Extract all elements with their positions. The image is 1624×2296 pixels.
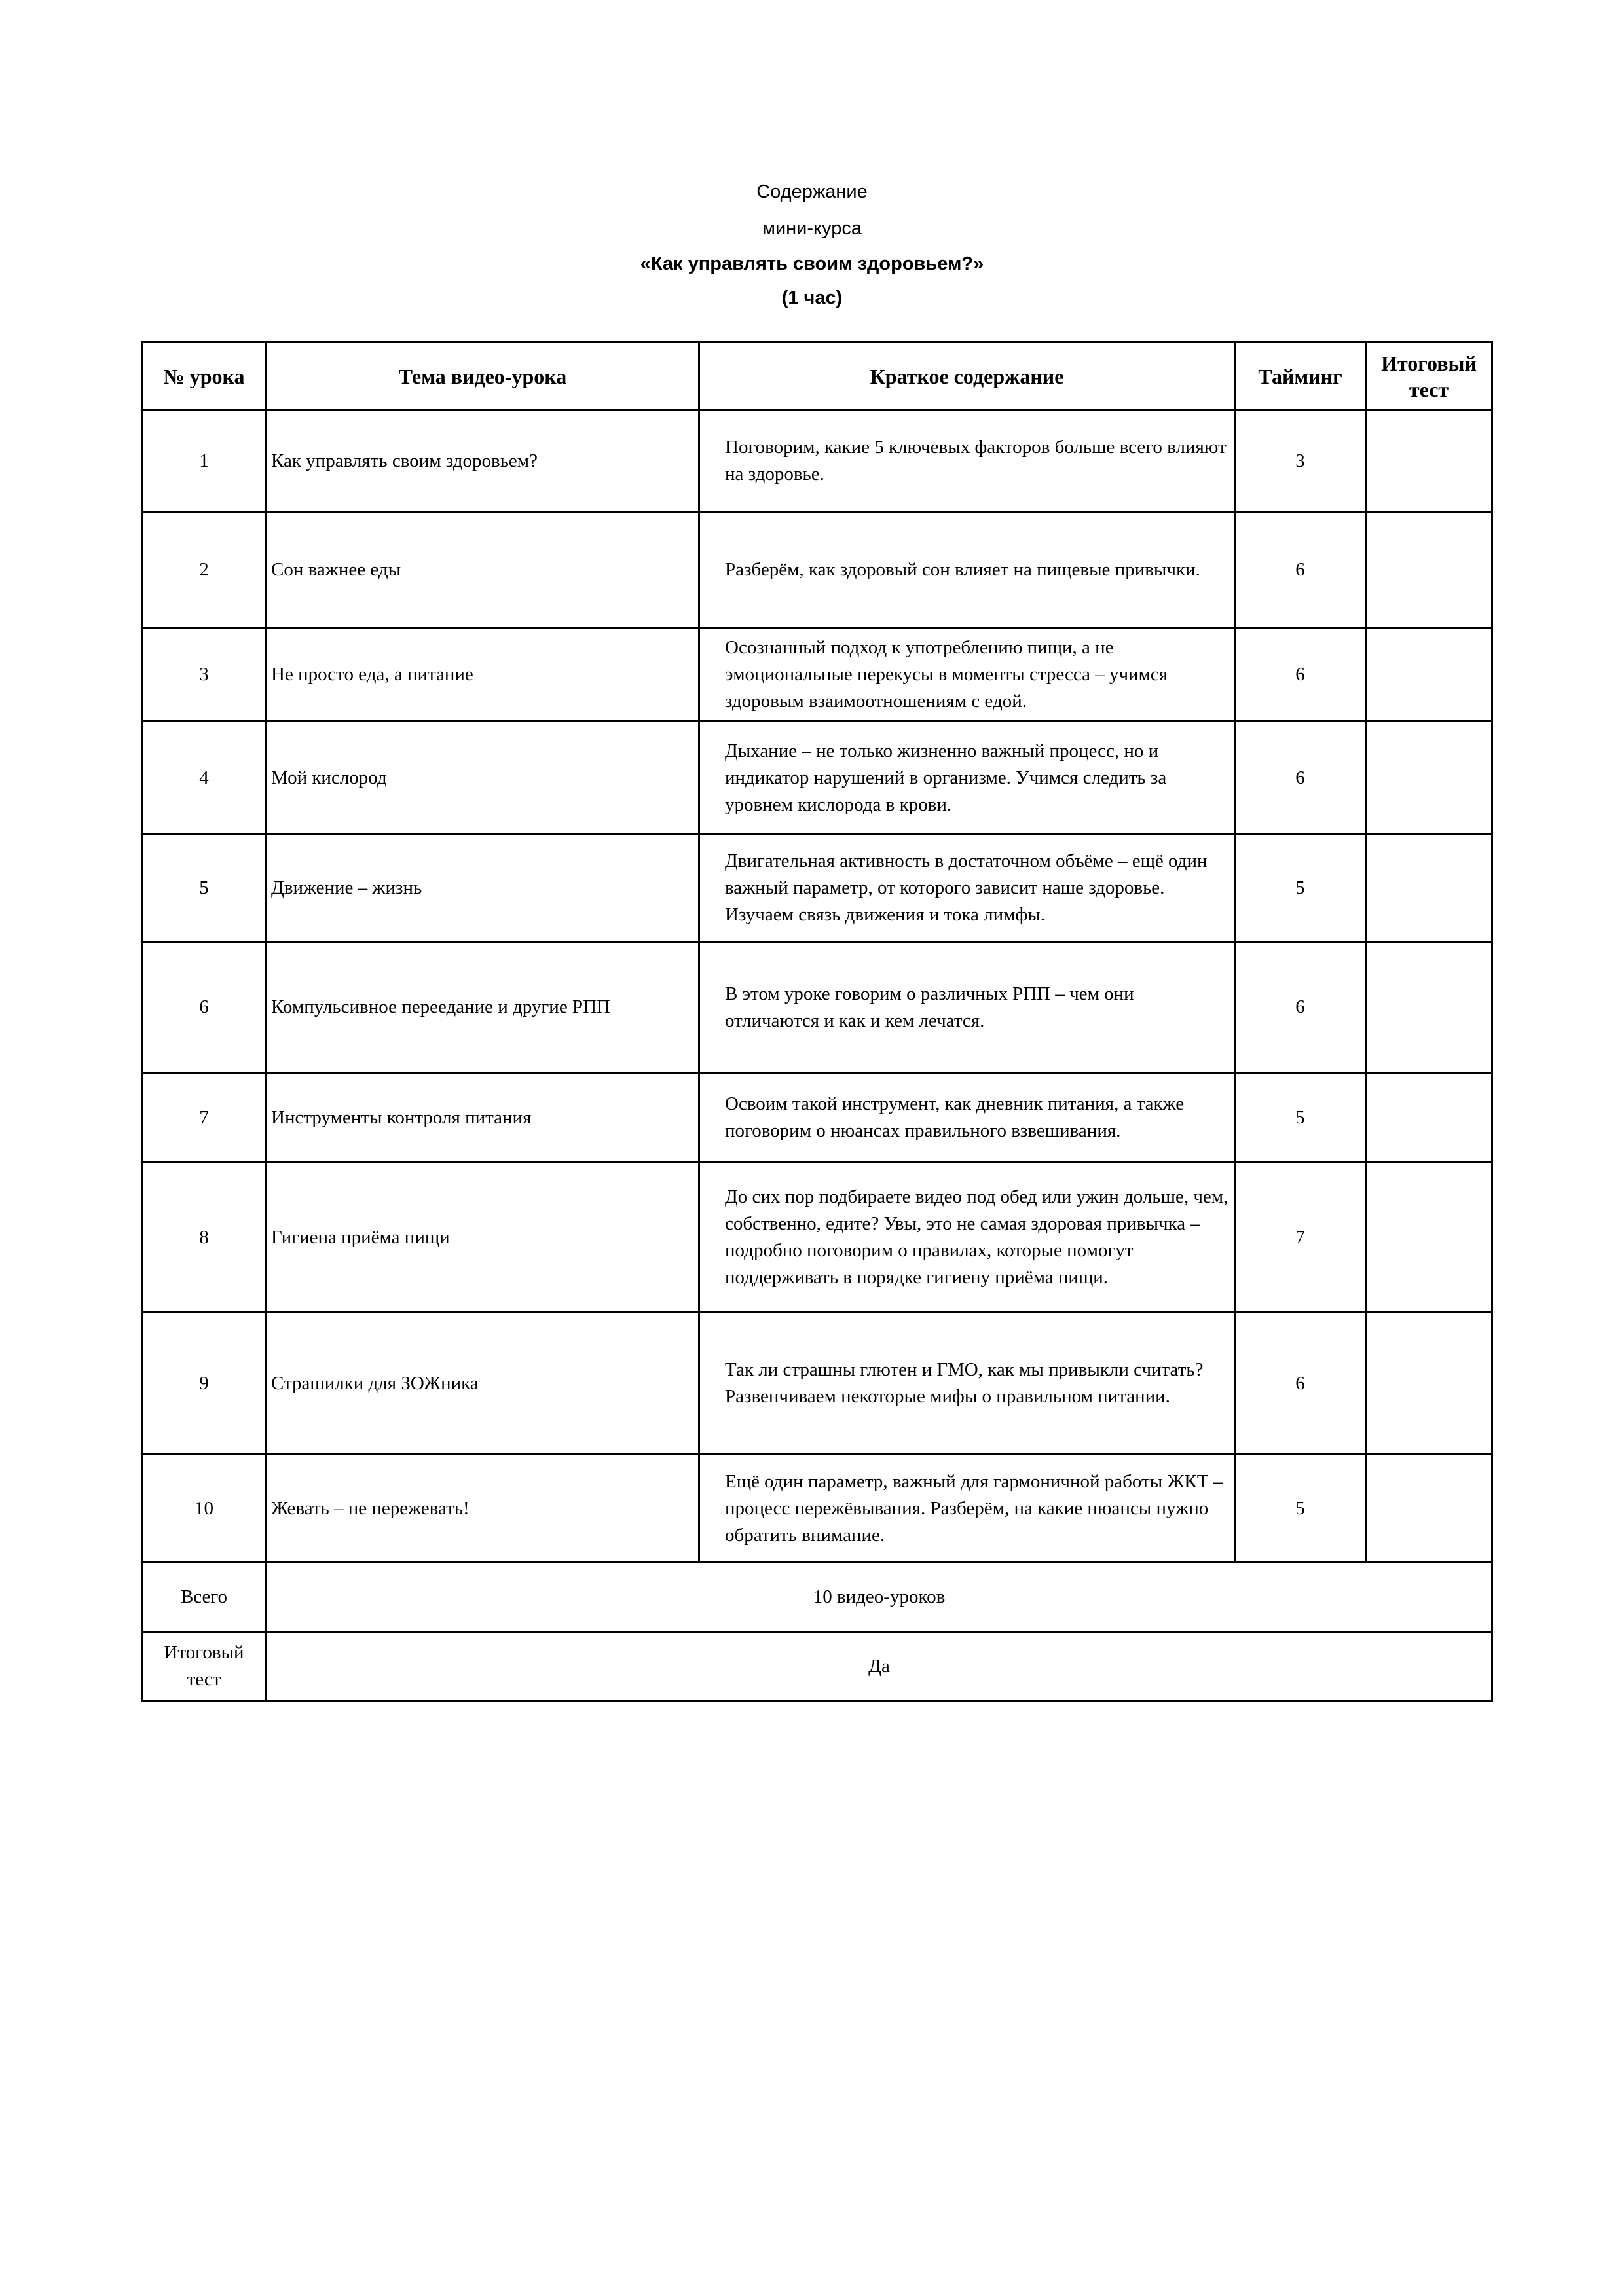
lesson-final-test xyxy=(1366,628,1492,721)
total-row xyxy=(142,1563,1492,1632)
final-test-value: Да xyxy=(267,1632,1492,1701)
lesson-timing: 6 xyxy=(1235,721,1366,835)
lesson-timing: 6 xyxy=(1235,942,1366,1073)
column-header-timing: Тайминг xyxy=(1235,342,1366,410)
table-row xyxy=(142,512,1492,628)
table-row xyxy=(142,1163,1492,1313)
lesson-topic: Гигиена приёма пищи xyxy=(267,1163,699,1313)
lesson-summary: Так ли страшны глютен и ГМО, как мы привыкли считать? Развенчиваем некоторые мифы о правильном питании. xyxy=(699,1313,1235,1455)
lesson-number: 3 xyxy=(142,628,267,721)
lesson-number: 7 xyxy=(142,1073,267,1163)
column-header-lesson-number: № урока xyxy=(142,342,267,410)
lesson-final-test xyxy=(1366,1163,1492,1313)
lesson-summary: В этом уроке говорим о различных РПП – чем они отличаются и как и кем лечатся. xyxy=(699,942,1235,1073)
lesson-topic: Страшилки для ЗОЖника xyxy=(267,1313,699,1455)
lesson-final-test xyxy=(1366,1455,1492,1563)
header-title: Содержание xyxy=(756,181,868,202)
column-header-final-test: Итоговый тест xyxy=(1366,342,1492,410)
lesson-timing: 5 xyxy=(1235,835,1366,942)
lesson-final-test xyxy=(1366,1073,1492,1163)
lesson-timing: 6 xyxy=(1235,1313,1366,1455)
lesson-topic: Не просто еда, а питание xyxy=(267,628,699,721)
lesson-final-test xyxy=(1366,1313,1492,1455)
table-row xyxy=(142,1073,1492,1163)
column-header-topic: Тема видео-урока xyxy=(267,342,699,410)
table-row xyxy=(142,721,1492,835)
lesson-topic: Жевать – не пережевать! xyxy=(267,1455,699,1563)
column-header-summary: Краткое содержание xyxy=(699,342,1235,410)
lesson-timing: 6 xyxy=(1235,512,1366,628)
course-duration: (1 час) xyxy=(781,287,843,308)
lesson-timing: 7 xyxy=(1235,1163,1366,1313)
lesson-final-test xyxy=(1366,512,1492,628)
lesson-number: 2 xyxy=(142,512,267,628)
lesson-timing: 6 xyxy=(1235,628,1366,721)
header-subtitle: мини-курса xyxy=(762,218,862,239)
lesson-summary: Двигательная активность в достаточном объёме – ещё один важный параметр, от которого зависит наше здоровье. Изучаем связь движения и тока лимфы. xyxy=(699,835,1235,942)
table-header-row xyxy=(142,342,1492,410)
table-row xyxy=(142,1455,1492,1563)
lesson-final-test xyxy=(1366,835,1492,942)
lesson-summary: Поговорим, какие 5 ключевых факторов больше всего влияют на здоровье. xyxy=(699,410,1235,512)
table-row xyxy=(142,835,1492,942)
lesson-summary: Осознанный подход к употреблению пищи, а не эмоциональные перекусы в моменты стресса – учимся здоровым взаимоотношениям с едой. xyxy=(699,628,1235,721)
lesson-number: 8 xyxy=(142,1163,267,1313)
lesson-topic: Компульсивное переедание и другие РПП xyxy=(267,942,699,1073)
lesson-number: 9 xyxy=(142,1313,267,1455)
lesson-summary: Освоим такой инструмент, как дневник питания, а также поговорим о нюансах правильного взвешивания. xyxy=(699,1073,1235,1163)
lesson-number: 5 xyxy=(142,835,267,942)
lesson-summary: Ещё один параметр, важный для гармоничной работы ЖКТ – процесс пережёвывания. Разберём, на какие нюансы нужно обратить внимание. xyxy=(699,1455,1235,1563)
lesson-topic: Как управлять своим здоровьем? xyxy=(267,410,699,512)
lesson-summary: До сих пор подбираете видео под обед или ужин дольше, чем, собственно, едите? Увы, это не самая здоровая привычка – подробно поговорим о правилах, которые помогут поддерживать в порядке гигиену приёма пищи. xyxy=(699,1163,1235,1313)
lesson-timing: 3 xyxy=(1235,410,1366,512)
final-test-row xyxy=(142,1632,1492,1701)
table-row xyxy=(142,1313,1492,1455)
lesson-summary: Разберём, как здоровый сон влияет на пищевые привычки. xyxy=(699,512,1235,628)
lesson-topic: Движение – жизнь xyxy=(267,835,699,942)
lesson-number: 10 xyxy=(142,1455,267,1563)
lesson-final-test xyxy=(1366,942,1492,1073)
lesson-number: 4 xyxy=(142,721,267,835)
course-content-table xyxy=(141,341,1493,1702)
lesson-topic: Сон важнее еды xyxy=(267,512,699,628)
course-title: «Как управлять своим здоровьем?» xyxy=(640,253,984,274)
table-row xyxy=(142,410,1492,512)
table-row xyxy=(142,942,1492,1073)
lesson-timing: 5 xyxy=(1235,1455,1366,1563)
lesson-final-test xyxy=(1366,721,1492,835)
lesson-final-test xyxy=(1366,410,1492,512)
lesson-number: 6 xyxy=(142,942,267,1073)
lesson-number: 1 xyxy=(142,410,267,512)
total-value: 10 видео-уроков xyxy=(267,1563,1492,1632)
final-test-label: Итоговый тест xyxy=(142,1632,267,1701)
total-label: Всего xyxy=(142,1563,267,1632)
lesson-summary: Дыхание – не только жизненно важный процесс, но и индикатор нарушений в организме. Учимся следить за уровнем кислорода в крови. xyxy=(699,721,1235,835)
lesson-timing: 5 xyxy=(1235,1073,1366,1163)
lesson-topic: Инструменты контроля питания xyxy=(267,1073,699,1163)
lesson-topic: Мой кислород xyxy=(267,721,699,835)
document-header xyxy=(0,173,1624,315)
table-row xyxy=(142,628,1492,721)
